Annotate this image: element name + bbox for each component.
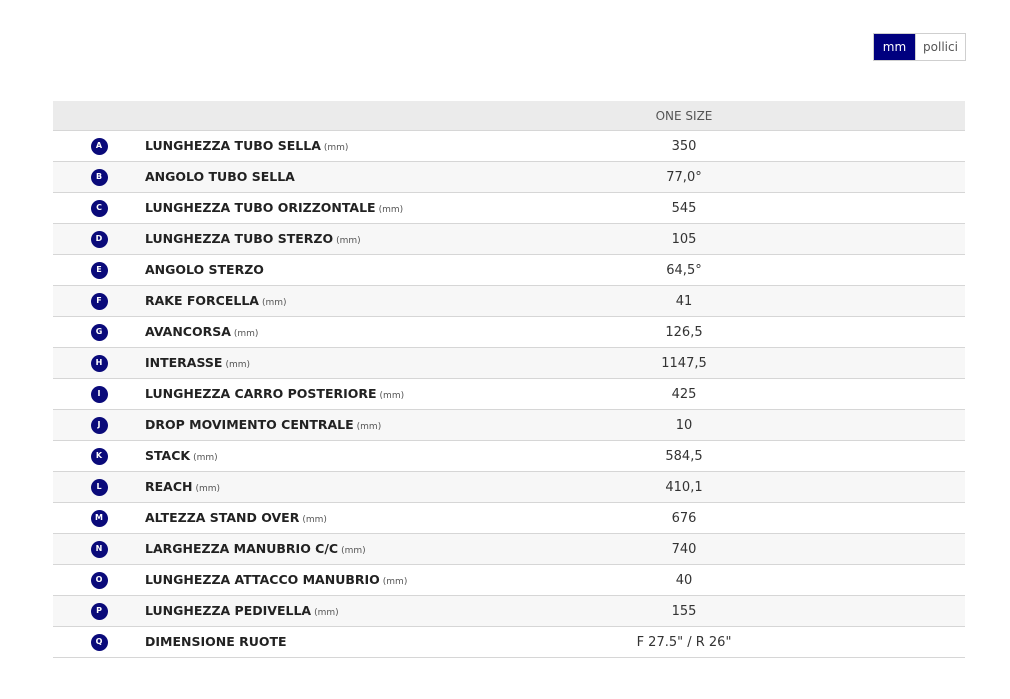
letter-badge: A bbox=[91, 138, 108, 155]
parameter-name: ALTEZZA STAND OVER bbox=[145, 510, 300, 525]
empty-cell bbox=[861, 379, 965, 410]
empty-cell bbox=[861, 472, 965, 503]
letter-badge: M bbox=[91, 510, 108, 527]
value-cell bbox=[507, 255, 861, 286]
empty-cell bbox=[861, 410, 965, 441]
value-cell bbox=[507, 162, 861, 193]
parameter-cell bbox=[145, 565, 507, 596]
parameter-cell bbox=[145, 441, 507, 472]
parameter-value: 77,0° bbox=[666, 169, 702, 185]
parameter-cell bbox=[145, 162, 507, 193]
parameter-cell bbox=[145, 472, 507, 503]
letter-cell bbox=[53, 131, 145, 162]
value-cell bbox=[507, 193, 861, 224]
letter-badge: K bbox=[91, 448, 108, 465]
table-row bbox=[53, 565, 965, 596]
letter-cell bbox=[53, 224, 145, 255]
letter-cell bbox=[53, 627, 145, 658]
letter-cell bbox=[53, 193, 145, 224]
value-cell bbox=[507, 441, 861, 472]
name-column-header bbox=[145, 101, 507, 131]
parameter-cell bbox=[145, 379, 507, 410]
parameter-unit: (mm) bbox=[261, 298, 287, 308]
parameter-cell bbox=[145, 131, 507, 162]
value-cell bbox=[507, 379, 861, 410]
table-row bbox=[53, 596, 965, 627]
parameter-name: LUNGHEZZA CARRO POSTERIORE bbox=[145, 386, 377, 401]
parameter-unit: (mm) bbox=[323, 143, 349, 153]
parameter-value: F 27.5" / R 26" bbox=[636, 634, 732, 650]
parameter-unit: (mm) bbox=[314, 608, 339, 618]
parameter-cell bbox=[145, 224, 507, 255]
table-row bbox=[53, 534, 965, 565]
empty-cell bbox=[861, 627, 965, 658]
empty-cell bbox=[861, 348, 965, 379]
empty-cell bbox=[861, 565, 965, 596]
parameter-unit: (mm) bbox=[302, 515, 327, 525]
parameter-unit: (mm) bbox=[356, 422, 382, 432]
empty-cell bbox=[861, 317, 965, 348]
parameter-name: AVANCORSA bbox=[145, 324, 231, 339]
parameter-value: 350 bbox=[671, 138, 697, 154]
value-cell bbox=[507, 627, 861, 658]
empty-cell bbox=[861, 224, 965, 255]
empty-cell bbox=[861, 193, 965, 224]
parameter-cell bbox=[145, 410, 507, 441]
parameter-value: 545 bbox=[671, 200, 697, 216]
parameter-unit: (mm) bbox=[341, 546, 366, 556]
geometry-table bbox=[53, 101, 965, 658]
unit-toggle bbox=[873, 33, 966, 61]
parameter-name: LARGHEZZA MANUBRIO C/C bbox=[145, 541, 339, 556]
parameter-unit: (mm) bbox=[382, 577, 408, 587]
empty-cell bbox=[861, 534, 965, 565]
table-row bbox=[53, 193, 965, 224]
table-row bbox=[53, 627, 965, 658]
parameter-unit: (mm) bbox=[336, 236, 361, 246]
letter-cell bbox=[53, 348, 145, 379]
parameter-name: LUNGHEZZA PEDIVELLA bbox=[145, 603, 312, 618]
value-cell bbox=[507, 410, 861, 441]
parameter-cell bbox=[145, 255, 507, 286]
parameter-value: 41 bbox=[675, 293, 693, 309]
empty-cell bbox=[861, 441, 965, 472]
table-row bbox=[53, 503, 965, 534]
parameter-cell bbox=[145, 596, 507, 627]
letter-cell bbox=[53, 503, 145, 534]
parameter-name: LUNGHEZZA TUBO SELLA bbox=[145, 138, 321, 153]
parameter-value: 584,5 bbox=[665, 448, 703, 464]
table-row bbox=[53, 379, 965, 410]
letter-badge: E bbox=[91, 262, 108, 279]
letter-badge: C bbox=[91, 200, 108, 217]
parameter-cell bbox=[145, 193, 507, 224]
parameter-value: 410,1 bbox=[665, 479, 703, 495]
table-row bbox=[53, 472, 965, 503]
parameter-cell bbox=[145, 503, 507, 534]
table-header-row bbox=[53, 101, 965, 131]
empty-cell bbox=[861, 131, 965, 162]
letter-badge: I bbox=[91, 386, 108, 403]
size-column-header: ONE SIZE bbox=[507, 101, 861, 131]
parameter-value: 10 bbox=[675, 417, 693, 433]
parameter-value: 64,5° bbox=[666, 262, 702, 278]
table-row bbox=[53, 162, 965, 193]
parameter-value: 676 bbox=[671, 510, 697, 526]
parameter-name: RAKE FORCELLA bbox=[145, 293, 259, 308]
table-row bbox=[53, 410, 965, 441]
parameter-value: 40 bbox=[675, 572, 693, 588]
value-cell bbox=[507, 224, 861, 255]
letter-cell bbox=[53, 379, 145, 410]
letter-badge: O bbox=[91, 572, 108, 589]
letter-cell bbox=[53, 410, 145, 441]
letter-badge: N bbox=[91, 541, 108, 558]
letter-badge: P bbox=[91, 603, 108, 620]
parameter-name: LUNGHEZZA TUBO STERZO bbox=[145, 231, 334, 246]
letter-cell bbox=[53, 596, 145, 627]
parameter-name: LUNGHEZZA ATTACCO MANUBRIO bbox=[145, 572, 380, 587]
empty-cell bbox=[861, 503, 965, 534]
table-row bbox=[53, 255, 965, 286]
parameter-unit: (mm) bbox=[225, 360, 251, 370]
value-cell bbox=[507, 286, 861, 317]
parameter-name: STACK bbox=[145, 448, 191, 463]
unit-mm-button[interactable]: mm bbox=[874, 34, 915, 60]
parameter-name: INTERASSE bbox=[145, 355, 223, 370]
parameter-name: REACH bbox=[145, 479, 193, 494]
parameter-unit: (mm) bbox=[378, 205, 404, 215]
value-cell bbox=[507, 348, 861, 379]
letter-badge: F bbox=[91, 293, 108, 310]
letter-badge: G bbox=[91, 324, 108, 341]
table-row bbox=[53, 224, 965, 255]
parameter-value: 740 bbox=[671, 541, 697, 557]
parameter-unit: (mm) bbox=[379, 391, 405, 401]
letter-cell bbox=[53, 534, 145, 565]
letter-badge: B bbox=[91, 169, 108, 186]
letter-badge: Q bbox=[91, 634, 108, 651]
empty-cell bbox=[861, 255, 965, 286]
table-row bbox=[53, 286, 965, 317]
parameter-value: 155 bbox=[671, 603, 697, 619]
parameter-cell bbox=[145, 317, 507, 348]
empty-cell bbox=[861, 162, 965, 193]
value-cell bbox=[507, 565, 861, 596]
parameter-cell bbox=[145, 286, 507, 317]
parameter-value: 126,5 bbox=[665, 324, 703, 340]
letter-badge: H bbox=[91, 355, 108, 372]
letter-cell bbox=[53, 441, 145, 472]
value-cell bbox=[507, 317, 861, 348]
value-cell bbox=[507, 503, 861, 534]
parameter-unit: (mm) bbox=[195, 484, 221, 494]
parameter-cell bbox=[145, 534, 507, 565]
letter-column-header bbox=[53, 101, 145, 131]
value-cell bbox=[507, 534, 861, 565]
parameter-name: ANGOLO STERZO bbox=[145, 262, 264, 277]
parameter-name: DROP MOVIMENTO CENTRALE bbox=[145, 417, 354, 432]
letter-cell bbox=[53, 317, 145, 348]
parameter-value: 1147,5 bbox=[661, 355, 707, 371]
empty-cell bbox=[861, 596, 965, 627]
parameter-name: ANGOLO TUBO SELLA bbox=[145, 169, 295, 184]
parameter-value: 425 bbox=[671, 386, 697, 402]
parameter-unit: (mm) bbox=[233, 329, 259, 339]
parameter-name: LUNGHEZZA TUBO ORIZZONTALE bbox=[145, 200, 376, 215]
letter-badge: D bbox=[91, 231, 108, 248]
parameter-cell bbox=[145, 348, 507, 379]
letter-cell bbox=[53, 565, 145, 596]
table-row bbox=[53, 348, 965, 379]
value-cell bbox=[507, 596, 861, 627]
parameter-cell bbox=[145, 627, 507, 658]
value-cell bbox=[507, 131, 861, 162]
value-cell bbox=[507, 472, 861, 503]
letter-cell bbox=[53, 472, 145, 503]
empty-cell bbox=[861, 286, 965, 317]
table-row bbox=[53, 441, 965, 472]
table-row bbox=[53, 317, 965, 348]
parameter-unit: (mm) bbox=[193, 453, 218, 463]
letter-badge: L bbox=[91, 479, 108, 496]
unit-inches-button[interactable]: pollici bbox=[915, 34, 965, 60]
letter-cell bbox=[53, 162, 145, 193]
letter-badge: J bbox=[91, 417, 108, 434]
parameter-value: 105 bbox=[671, 231, 697, 247]
empty-column-header bbox=[861, 101, 965, 131]
parameter-name: DIMENSIONE RUOTE bbox=[145, 634, 287, 649]
letter-cell bbox=[53, 255, 145, 286]
letter-cell bbox=[53, 286, 145, 317]
table-row bbox=[53, 131, 965, 162]
